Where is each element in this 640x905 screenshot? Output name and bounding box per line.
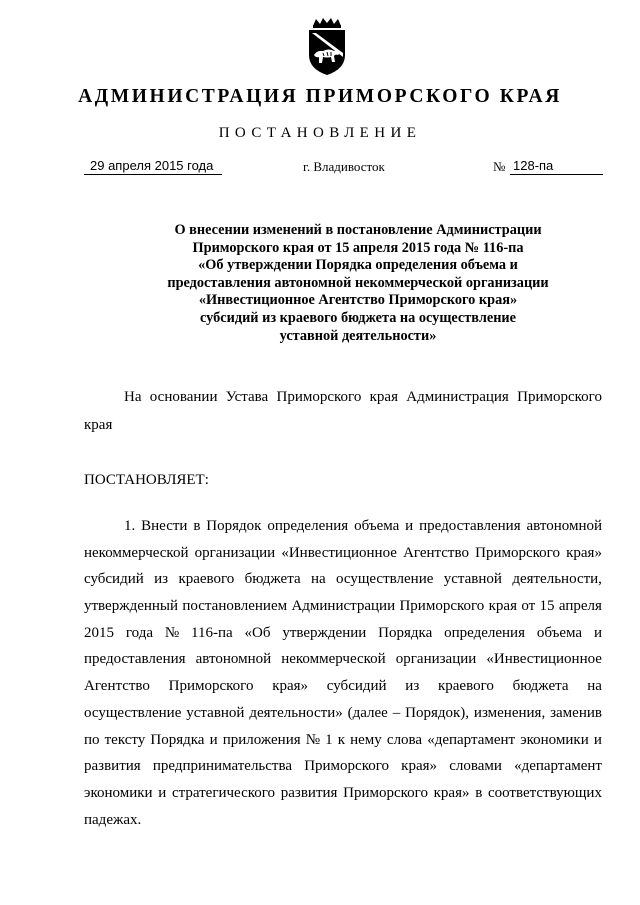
- paragraph-line: [84, 780, 602, 807]
- paragraph-word: края»: [272, 678, 309, 695]
- paragraph-word: некоммерческой: [281, 651, 386, 668]
- paragraph-word: 15: [539, 598, 555, 615]
- paragraph-word: бюджета: [244, 571, 301, 588]
- paragraph-word: Приморского: [475, 544, 560, 561]
- paragraph-word: объема: [536, 624, 583, 641]
- paragraph-word: и: [405, 518, 414, 534]
- paragraph-word: автономной: [195, 651, 272, 668]
- paragraph-word: №: [305, 731, 321, 748]
- paragraph-word: уставной: [443, 571, 502, 588]
- paragraph-word: стратегического: [171, 784, 276, 801]
- subject-line: Приморского края от 15 апреля 2015 года № 116-па: [192, 239, 524, 256]
- paragraph-word: субсидий: [326, 678, 387, 695]
- paragraph-word: апреля: [558, 598, 602, 615]
- paragraph-word: по: [84, 731, 100, 748]
- paragraph-word: 1: [325, 731, 333, 748]
- coat-of-arms-icon: [303, 17, 351, 77]
- paragraph-word: к: [337, 731, 346, 748]
- paragraph-word: «департамент: [514, 758, 602, 775]
- paragraph-word: словами: [449, 758, 502, 775]
- paragraph-word: в: [475, 784, 483, 801]
- paragraph-word: тексту: [104, 731, 146, 748]
- paragraph-word: соответствующих: [487, 784, 602, 801]
- paragraph-word: краевого: [178, 571, 235, 588]
- basis-line: края: [84, 417, 113, 433]
- paragraph-word: развития: [84, 758, 141, 775]
- paragraph-word: субсидий: [84, 571, 144, 588]
- paragraph-word: на: [587, 678, 602, 695]
- paragraph-word: развития: [280, 784, 338, 801]
- paragraph-word: края: [488, 598, 517, 615]
- paragraph-word: –: [392, 704, 401, 721]
- paragraph-word: в: [193, 518, 201, 534]
- paragraph-word: Порядок),: [405, 704, 470, 721]
- paragraph-word: края»: [433, 784, 470, 801]
- paragraph-word: постановлением: [182, 598, 288, 615]
- paragraph-word: автономной: [526, 518, 602, 534]
- number-sign: №: [493, 159, 506, 174]
- paragraph-line: [84, 566, 602, 593]
- paragraph-word: бюджета: [512, 678, 569, 695]
- paragraph-word: определения: [267, 518, 349, 534]
- paragraph-word: предоставления: [419, 518, 521, 534]
- basis-paragraph: [84, 383, 602, 439]
- paragraph-word: деятельности,: [512, 571, 602, 588]
- paragraph-word: 116-па: [191, 624, 233, 641]
- paragraph-line: [84, 646, 602, 673]
- paragraph-word: организации: [395, 651, 477, 668]
- paragraph-word: «Инвестиционное: [486, 651, 602, 668]
- paragraph-word: экономики: [84, 784, 153, 801]
- basis-word: На: [124, 389, 142, 405]
- paragraph-word: некоммерческой: [84, 544, 189, 561]
- basis-word: основании: [149, 389, 218, 405]
- paragraph-word: и: [158, 784, 167, 801]
- paragraph-word: осуществление: [336, 571, 434, 588]
- paragraph-word: «Инвестиционное: [281, 544, 397, 561]
- paragraph-word: Порядка: [150, 731, 205, 748]
- paragraph-word: и: [209, 731, 218, 748]
- paragraph-line: [84, 593, 602, 620]
- subject-line: «Об утверждении Порядка определения объема и: [198, 257, 518, 274]
- paragraph-word: года: [125, 624, 153, 641]
- paragraph-word: организации: [194, 544, 276, 561]
- paragraph-word: приложения: [222, 731, 301, 748]
- paragraph-word: определения: [444, 624, 525, 641]
- paragraph-word: Внести: [141, 518, 188, 534]
- subject-line: предоставления автономной некоммерческой организации: [167, 274, 549, 291]
- paragraph-word: Приморского: [304, 758, 390, 775]
- basis-word: края: [369, 389, 398, 405]
- paragraph-1: [84, 513, 602, 833]
- paragraph-word: заменив: [550, 704, 602, 721]
- document-type: ПОСТАНОВЛЕНИЕ: [218, 125, 422, 141]
- basis-word: Приморского: [517, 389, 602, 405]
- paragraph-word: уставной: [186, 704, 245, 721]
- subject-line: уставной деятельности»: [279, 327, 437, 344]
- paragraph-word: Агентство: [84, 678, 150, 695]
- paragraph-word: №: [164, 624, 180, 641]
- paragraph-word: на: [310, 571, 326, 588]
- paragraph-line: [84, 620, 602, 647]
- paragraph-word: Администрации: [291, 598, 396, 615]
- paragraph-word: предоставления: [84, 651, 186, 668]
- subject-line: «Инвестиционное Агентство Приморского края»: [198, 292, 518, 309]
- basis-word: Приморского: [276, 389, 362, 405]
- paragraph-word: нему: [350, 731, 382, 748]
- paragraph-word: Приморского: [343, 784, 428, 801]
- paragraph-word: и: [593, 731, 602, 748]
- paragraph-word: объема: [354, 518, 400, 534]
- paragraph-word: краевого: [437, 678, 494, 695]
- paragraph-word: утвержденный: [84, 598, 179, 615]
- paragraph-word: и: [593, 624, 602, 641]
- paragraph-word: Приморского: [168, 678, 254, 695]
- paragraph-word: осуществление: [84, 704, 182, 721]
- document-subject: [0, 222, 640, 345]
- document-date: 29 апреля 2015 года: [84, 158, 222, 175]
- paragraph-word: «департамент: [427, 731, 516, 748]
- paragraph-word: Порядок: [206, 518, 262, 534]
- paragraph-word: от: [521, 598, 536, 615]
- paragraph-word: экономики: [520, 731, 589, 748]
- paragraph-line: [84, 673, 602, 700]
- paragraph-word: «Об: [244, 624, 271, 641]
- paragraph-word: 1.: [124, 518, 136, 534]
- organization-title: АДМИНИСТРАЦИЯ ПРИМОРСКОГО КРАЯ: [78, 86, 562, 107]
- paragraph-word: края»: [401, 758, 438, 775]
- paragraph-line: [84, 700, 602, 727]
- paragraph-word: из: [405, 678, 420, 695]
- paragraph-word: Приморского: [399, 598, 485, 615]
- basis-word: Администрация: [406, 389, 509, 405]
- paragraph-line: [84, 727, 602, 754]
- paragraph-line: [84, 513, 602, 540]
- subject-line: О внесении изменений в постановление Администрации: [174, 222, 542, 238]
- paragraph-word: утверждении: [282, 624, 367, 641]
- resolve-heading: ПОСТАНОВЛЯЕТ:: [84, 472, 209, 488]
- paragraph-word: Порядка: [378, 624, 433, 641]
- paragraph-word: края»: [566, 544, 602, 561]
- subject-line: субсидий из краевого бюджета на осуществление: [199, 309, 517, 326]
- paragraph-word: предпринимательства: [152, 758, 293, 775]
- document-number: 128-па: [510, 158, 603, 175]
- basis-line: [84, 383, 602, 411]
- paragraph-word: 2015: [84, 624, 114, 641]
- paragraph-line: падежах.: [84, 811, 142, 828]
- paragraph-word: Агентство: [403, 544, 469, 561]
- paragraph-word: (далее: [347, 704, 388, 721]
- paragraph-word: деятельности»: [249, 704, 343, 721]
- paragraph-word: слова: [386, 731, 423, 748]
- paragraph-word: изменения,: [473, 704, 546, 721]
- paragraph-line: [84, 753, 602, 780]
- basis-word: Устава: [225, 389, 269, 405]
- document-city: г. Владивосток: [303, 159, 385, 174]
- paragraph-word: из: [154, 571, 169, 588]
- paragraph-line: [84, 540, 602, 567]
